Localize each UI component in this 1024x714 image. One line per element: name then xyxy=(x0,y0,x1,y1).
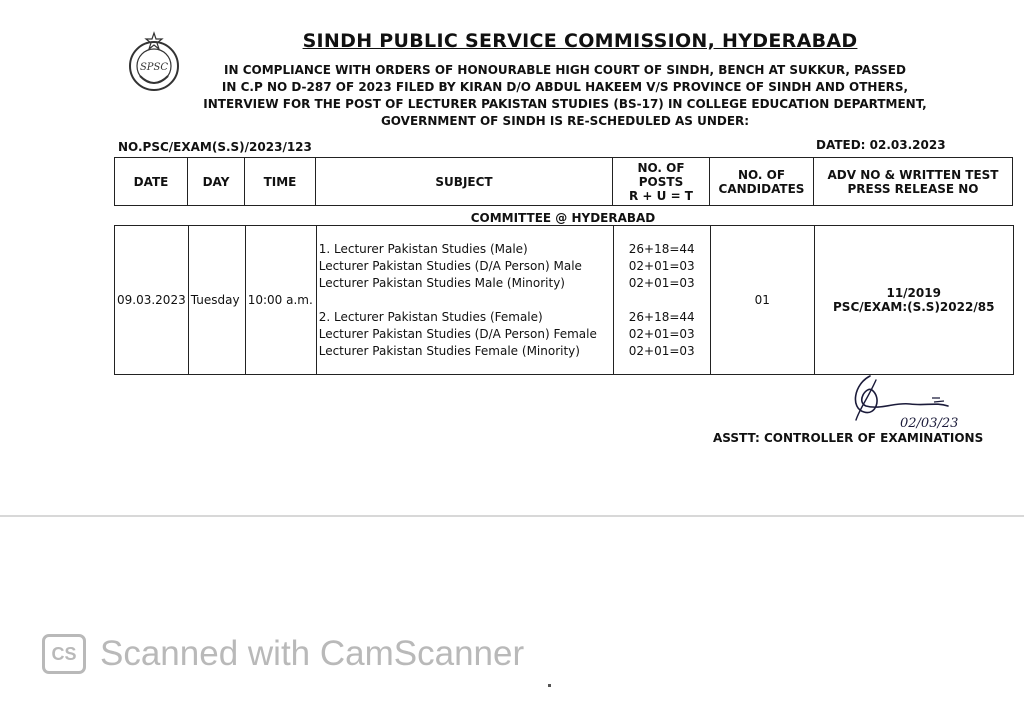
interview-date: 09.03.2023 xyxy=(115,226,189,375)
subject-item: Lecturer Pakistan Studies (D/A Person) Male xyxy=(318,258,582,273)
adv-press-release xyxy=(814,226,1013,375)
subject-item: Lecturer Pakistan Studies Male (Minority) xyxy=(318,275,565,290)
intro-notice xyxy=(180,62,950,130)
intro-line: INTERVIEW FOR THE POST OF LECTURER PAKISTAN STUDIES (BS-17) IN COLLEGE EDUCATION DEPARTMENT, xyxy=(203,97,927,111)
posts-item: 26+18=44 xyxy=(628,309,695,324)
column-header-day: DAY xyxy=(188,158,245,206)
column-header-posts xyxy=(613,158,710,206)
adv-number: 11/2019 xyxy=(886,286,941,300)
column-header-candidates xyxy=(710,158,814,206)
posts-header-line: POSTS xyxy=(638,174,684,189)
intro-line: IN C.P NO D-287 OF 2023 FILED BY KIRAN D/O ABDUL HAKEEM V/S PROVINCE OF SINDH AND OTHERS, xyxy=(221,80,909,94)
intro-line: GOVERNMENT OF SINDH IS RE-SCHEDULED AS UNDER: xyxy=(380,114,750,128)
adv-header-line: ADV NO & WRITTEN TEST xyxy=(827,167,999,182)
posts-item: 02+01=03 xyxy=(628,343,695,358)
spsc-seal-logo xyxy=(126,30,182,94)
svg-text:SPSC: SPSC xyxy=(139,62,169,73)
page-fold-line xyxy=(0,515,1024,517)
posts-list xyxy=(613,226,710,375)
column-header-time: TIME xyxy=(245,158,316,206)
signature-date: 02/03/23 xyxy=(900,416,959,431)
table-row xyxy=(115,226,1014,375)
adv-header-line: PRESS RELEASE NO xyxy=(847,181,979,196)
camscanner-watermark xyxy=(42,634,524,674)
page-title: SINDH PUBLIC SERVICE COMMISSION, HYDERABAD xyxy=(302,30,858,52)
posts-item: 26+18=44 xyxy=(628,241,695,256)
column-header-subject: SUBJECT xyxy=(316,158,613,206)
press-release-number: PSC/EXAM:(S.S)2022/85 xyxy=(833,300,995,314)
subject-item: Lecturer Pakistan Studies (D/A Person) Female xyxy=(318,326,597,341)
schedule-header-table xyxy=(114,157,1013,206)
posts-header-line: NO. OF xyxy=(637,160,685,175)
interview-day: Tuesday xyxy=(188,226,245,375)
scan-speck xyxy=(548,684,551,687)
intro-line: IN COMPLIANCE WITH ORDERS OF HONOURABLE HIGH COURT OF SINDH, BENCH AT SUKKUR, PASSED xyxy=(224,63,906,77)
subject-item: 2. Lecturer Pakistan Studies (Female) xyxy=(318,309,543,324)
subject-item: 1. Lecturer Pakistan Studies (Male) xyxy=(318,241,528,256)
candidates-header-line: NO. OF xyxy=(737,167,786,182)
schedule-body-table xyxy=(114,225,1014,375)
interview-time: 10:00 a.m. xyxy=(245,226,316,375)
subject-item: Lecturer Pakistan Studies Female (Minority) xyxy=(318,343,580,358)
committee-label: COMMITTEE @ HYDERABAD xyxy=(470,211,656,225)
camscanner-logo-icon: CS xyxy=(42,634,86,674)
posts-item: 02+01=03 xyxy=(628,326,695,341)
posts-item: 02+01=03 xyxy=(628,275,695,290)
signatory-designation: ASSTT: CONTROLLER OF EXAMINATIONS xyxy=(713,431,984,445)
column-header-adv-no xyxy=(814,158,1013,206)
watermark-text: Scanned with CamScanner xyxy=(100,634,525,673)
posts-header-line: R + U = T xyxy=(629,188,693,203)
candidates-count: 01 xyxy=(710,226,814,375)
posts-item: 02+01=03 xyxy=(628,258,695,273)
column-header-date: DATE xyxy=(115,158,188,206)
dated-label: DATED: 02.03.2023 xyxy=(816,138,946,152)
subject-list xyxy=(316,226,613,375)
reference-number: NO.PSC/EXAM(S.S)/2023/123 xyxy=(118,140,312,154)
candidates-header-line: CANDIDATES xyxy=(718,181,805,196)
